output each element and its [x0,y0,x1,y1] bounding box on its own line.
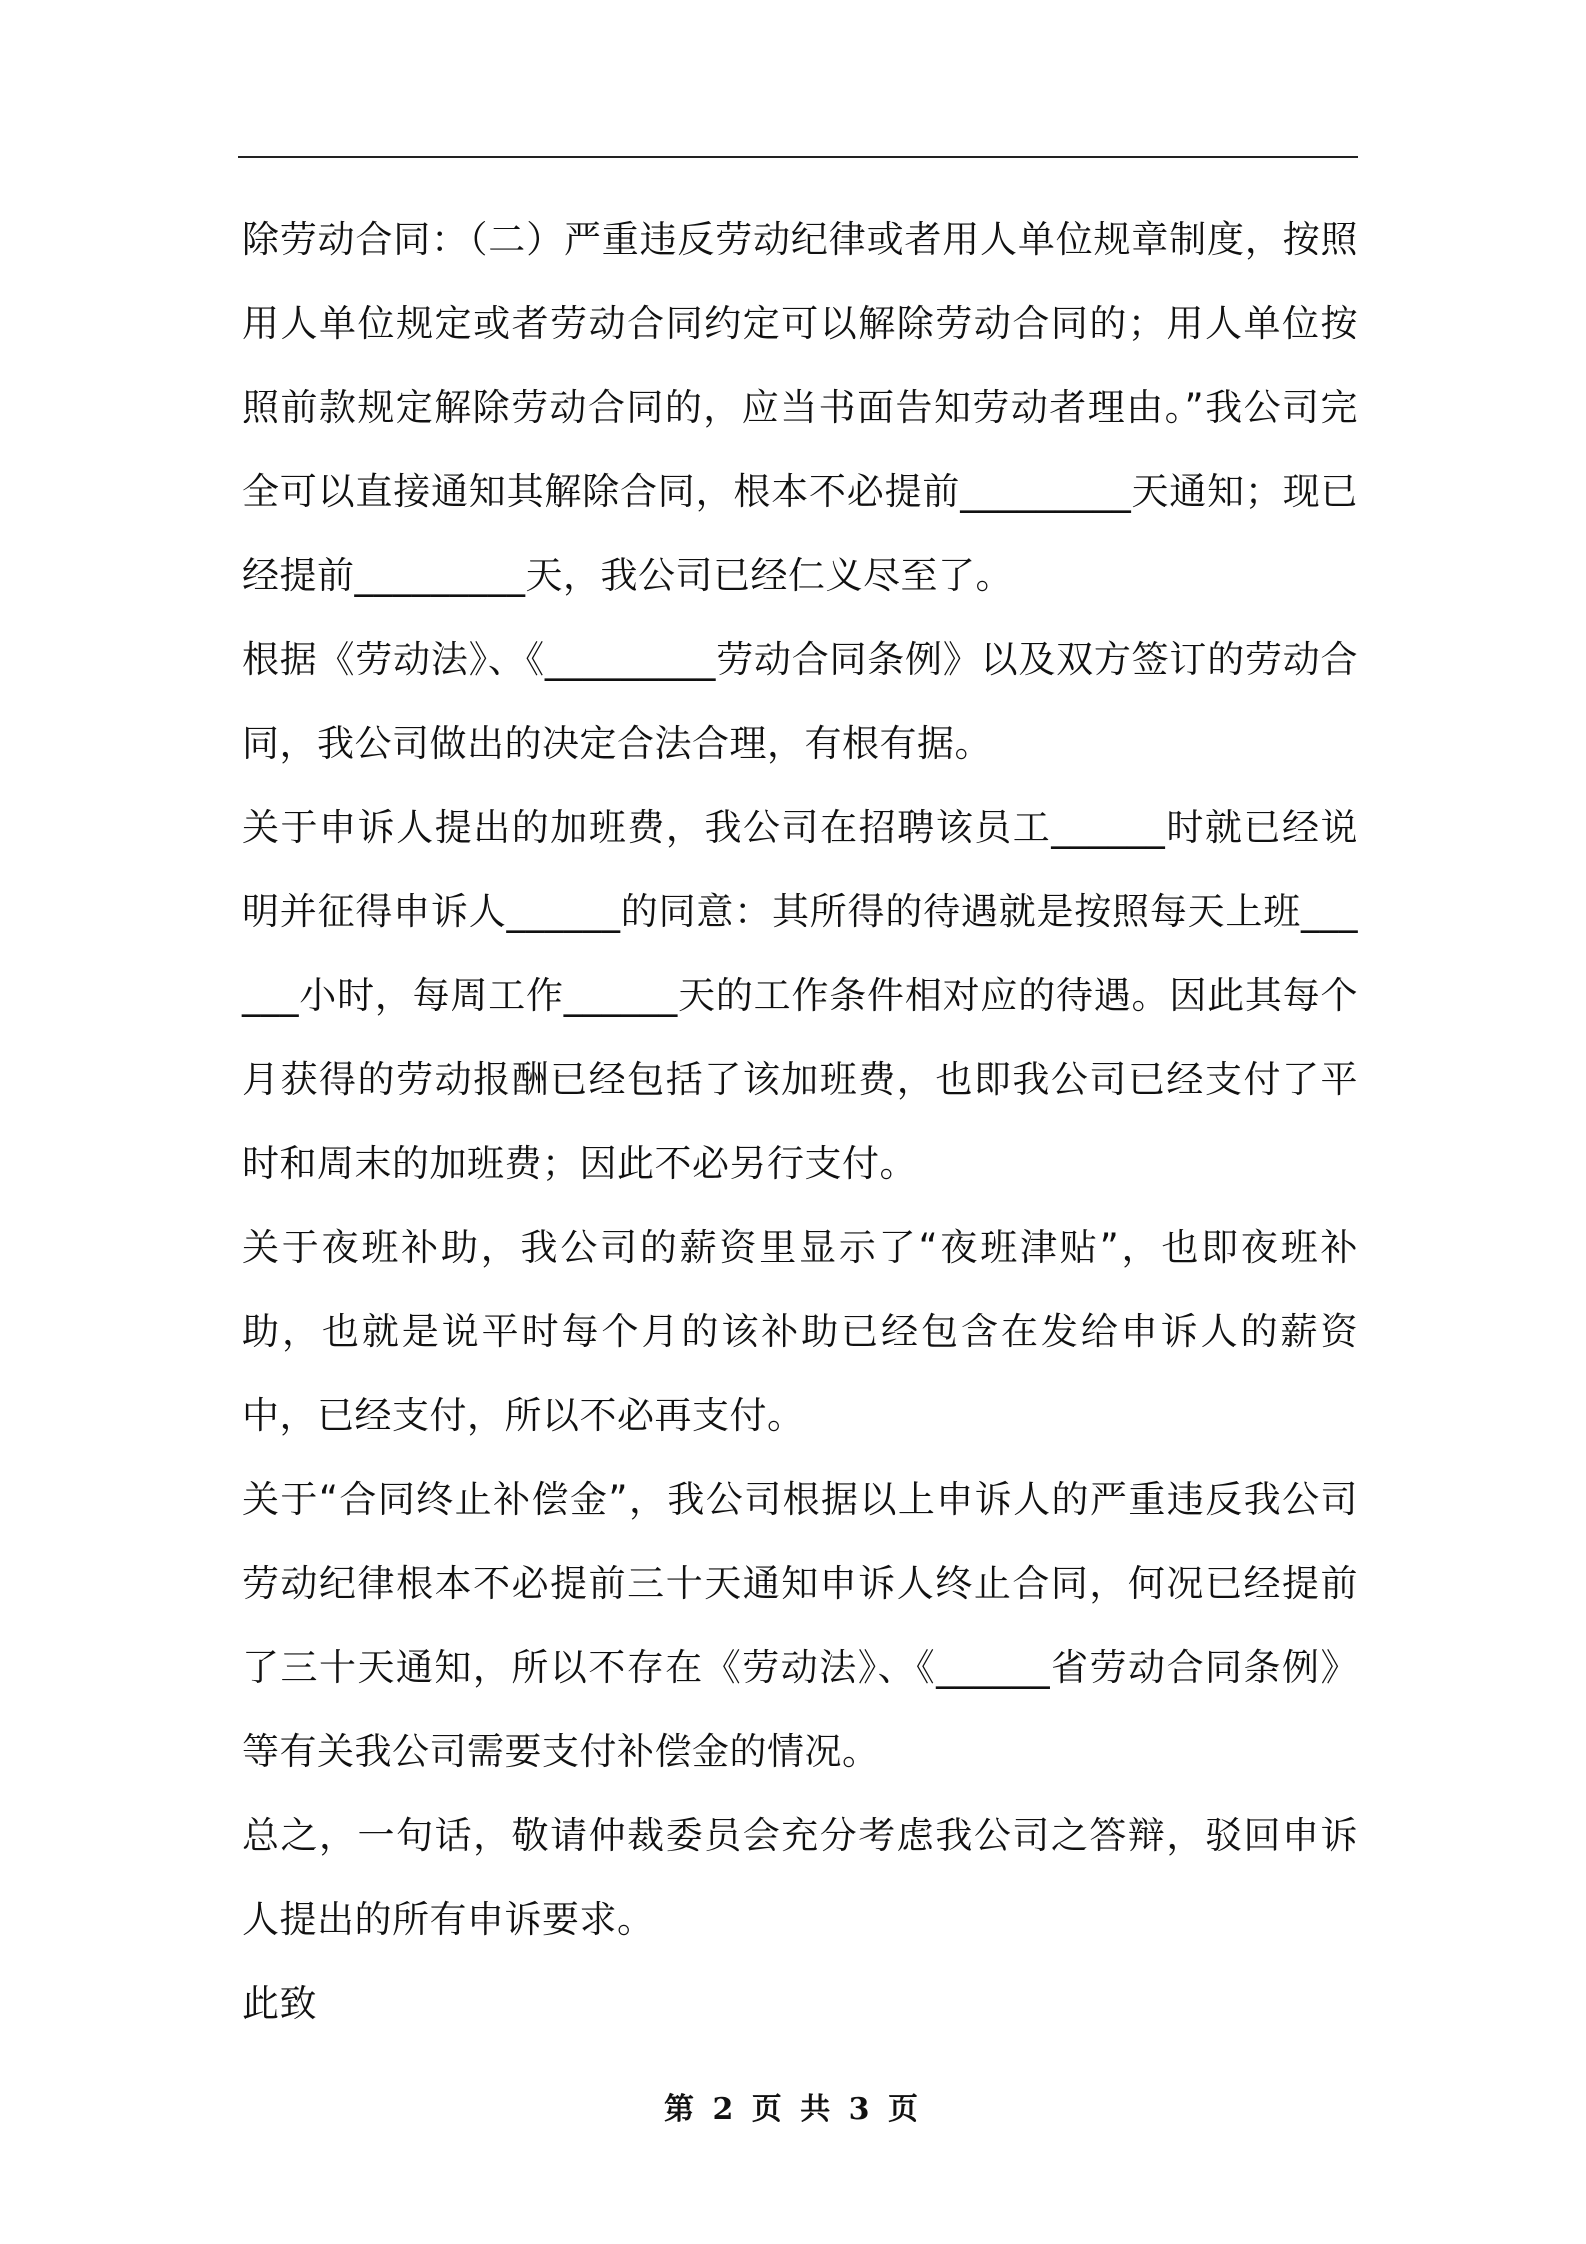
paragraph-night-shift-allowance: 关于夜班补助，我公司的薪资里显示了“夜班津贴”，也即夜班补助，也就是说平时每个月的该补助已经包含在发给申诉人的薪资中，已经支付，所以不必再支付。 [242,1226,1358,1437]
page-number: 第 2 页 共 3 页 [664,2092,922,2127]
header-rule [238,156,1358,158]
document-body [242,198,1358,2046]
paragraph-termination-clause: 除劳动合同：（二）严重违反劳动纪律或者用人单位规章制度，按照用人单位规定或者劳动合同约定可以解除劳动合同的；用人单位按照前款规定解除劳动合同的，应当书面告知劳动者理由。”我公司完全可以直接通知其解除合同，根本不必提前_________天通知；现已经提前_________天，我公司已经仁义尽至了。 [242,218,1358,597]
paragraph-termination-compensation: 关于“合同终止补偿金”，我公司根据以上申诉人的严重违反我公司劳动纪律根本不必提前三十天通知申诉人终止合同，何况已经提前了三十天通知，所以不存在《劳动法》、《______省劳动合同条例》等有关我公司需要支付补偿金的情况。 [242,1478,1358,1773]
paragraph-conclusion: 总之，一句话，敬请仲裁委员会充分考虑我公司之答辩，驳回申诉人提出的所有申诉要求。 [242,1814,1358,1941]
paragraph-legal-basis: 根据《劳动法》、《_________劳动合同条例》以及双方签订的劳动合同，我公司做出的决定合法合理，有根有据。 [242,638,1358,765]
paragraph-salutation: 此致 [242,1982,317,2025]
paragraph-overtime-pay: 关于申诉人提出的加班费，我公司在招聘该员工______时就已经说明并征得申诉人______的同意：其所得的待遇就是按照每天上班______小时，每周工作______天的工作条件相对应的待遇。因此其每个月获得的劳动报酬已经包括了该加班费，也即我公司已经支付了平时和周末的加班费；因此不必另行支付。 [242,806,1358,1185]
